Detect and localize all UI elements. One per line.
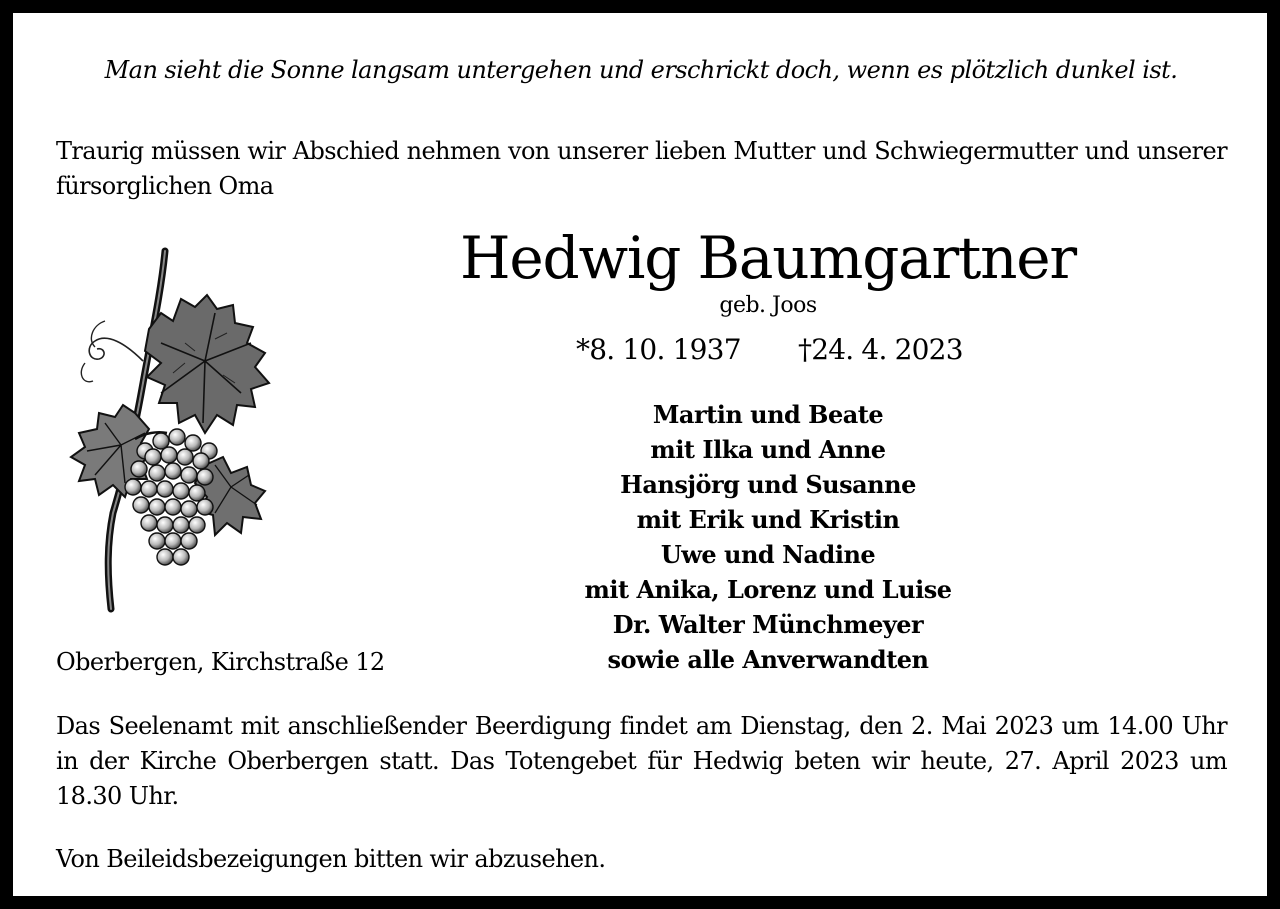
- born-name: geb. Joos: [719, 293, 817, 318]
- mourner-line: Hansjörg und Susanne: [620, 470, 916, 499]
- mourner-line: Uwe und Nadine: [660, 540, 876, 569]
- mourners-list: [518, 397, 1018, 677]
- funeral-service-info: Das Seelenamt mit anschließender Beerdigung findet am Dienstag, den 2. Mai 2023 um 14.00 Uhr in der Kirche Oberbergen statt. Das Totengebet für Hedwig beten wir heute, 27. April 2023 um 18.30 Uhr.: [56, 712, 1227, 810]
- grapevine-icon: [65, 243, 285, 615]
- mourner-line: mit Erik und Kristin: [636, 505, 900, 534]
- mourner-line: sowie alle Anverwandten: [607, 645, 929, 674]
- deceased-name: Hedwig Baumgartner: [460, 224, 1076, 292]
- death-date: †24. 4. 2023: [798, 333, 963, 366]
- condolence-note: Von Beileidsbezeigungen bitten wir abzusehen.: [56, 845, 606, 873]
- life-dates: [562, 331, 982, 371]
- mourner-line: Martin und Beate: [652, 400, 884, 429]
- motto-quote: Man sieht die Sonne langsam untergehen und erschrickt doch, wenn es plötzlich dunkel ist.: [104, 56, 1178, 84]
- mourner-line: mit Anika, Lorenz und Luise: [584, 575, 952, 604]
- mourner-line: Dr. Walter Münchmeyer: [612, 610, 924, 639]
- mourner-line: mit Ilka und Anne: [650, 435, 886, 464]
- family-address: Oberbergen, Kirchstraße 12: [56, 648, 385, 676]
- birth-date: *8. 10. 1937: [576, 333, 741, 366]
- intro-text: Traurig müssen wir Abschied nehmen von unserer lieben Mutter und Schwiegermutter und unserer fürsorglichen Oma: [56, 137, 1227, 200]
